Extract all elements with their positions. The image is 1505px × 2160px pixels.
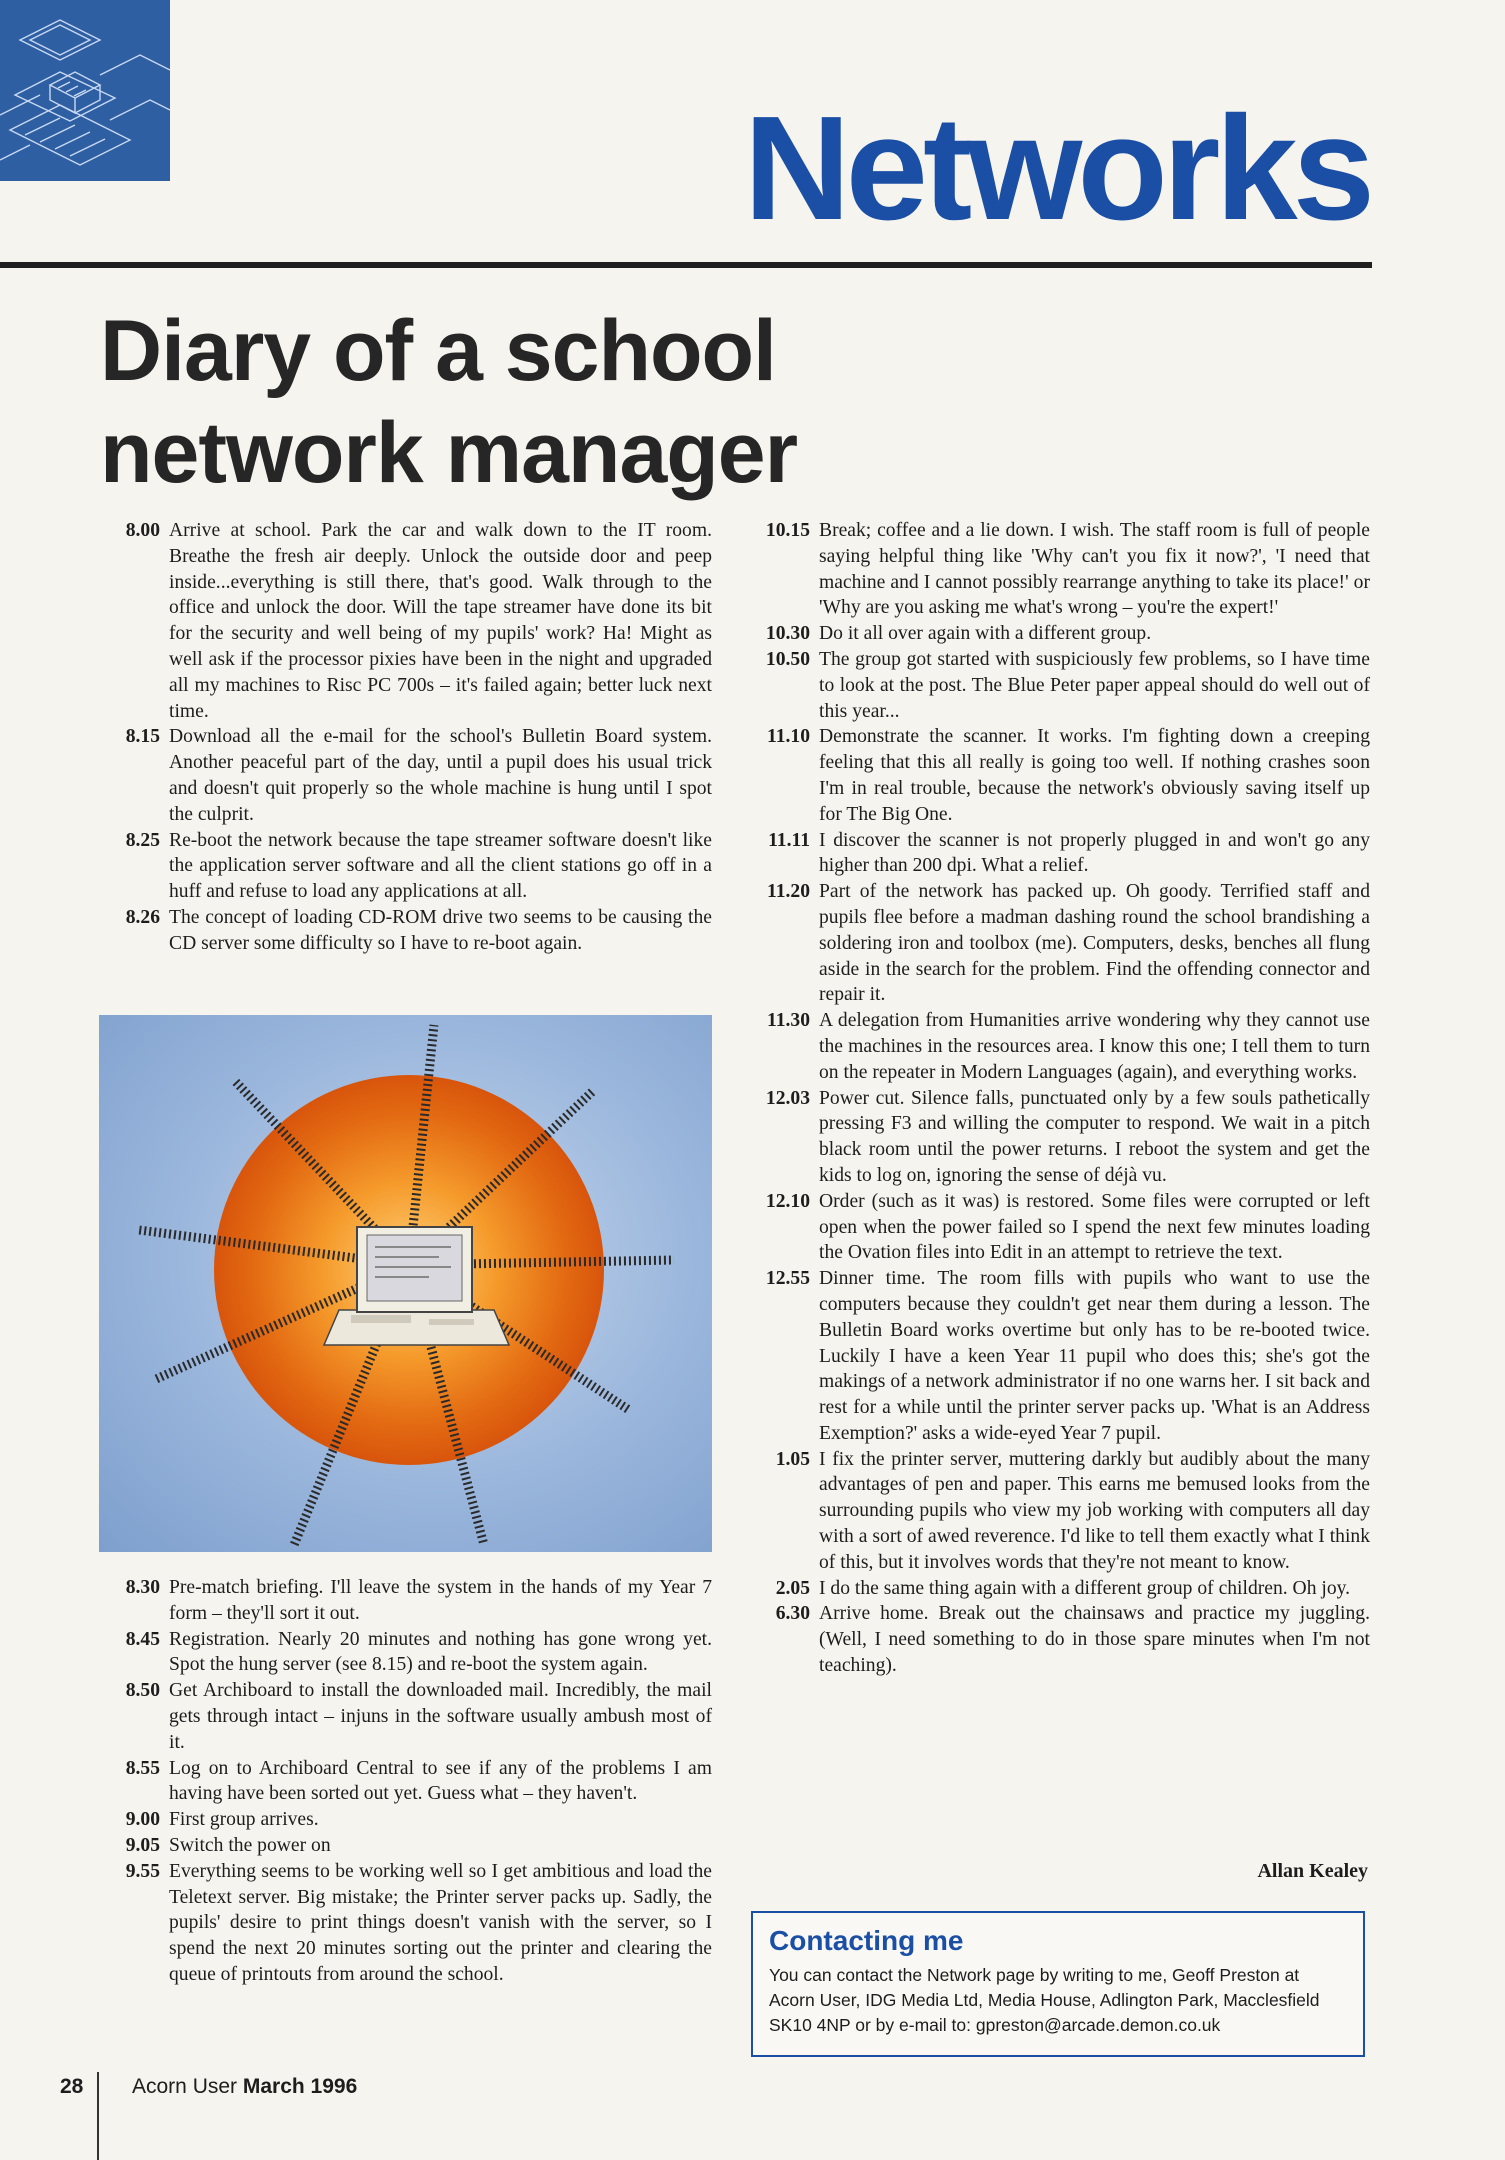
entry-text: Order (such as it was) is restored. Some files were corrupted or left open when the power failed so I spend the next few minutes loading the Ovation files into Edit in an attempt to retrieve the text. — [819, 1190, 1370, 1264]
contact-title: Contacting me — [769, 1925, 964, 1956]
entry-text: Arrive home. Break out the chainsaws and practice my juggling. (Well, I need something to do in those spare minutes when I'm not teaching). — [819, 1603, 1370, 1677]
article-headline — [100, 300, 797, 504]
diary-entry — [753, 647, 1370, 724]
entry-text: Break; coffee and a lie down. I wish. The staff room is full of people saying helpful thing like 'Why can't you fix it now?', 'I need that machine and I cannot possibly rearrange anything to take its place!' or 'Why are you asking me what's wrong – you're the expert!' — [819, 520, 1370, 619]
entry-time: 6.30 — [775, 1603, 810, 1625]
footer-divider — [97, 2072, 99, 2160]
entry-time: 2.05 — [775, 1577, 810, 1599]
title-rule — [0, 262, 1372, 268]
diary-entry — [753, 1576, 1370, 1602]
entry-time: 12.03 — [765, 1087, 810, 1109]
entry-text: The concept of loading CD-ROM drive two seems to be causing the CD server some difficulty so I have to re-boot again. — [169, 906, 712, 954]
entry-text: First group arrives. — [169, 1809, 319, 1831]
diary-entry — [753, 1189, 1370, 1266]
diary-entry — [108, 1859, 712, 1988]
diary-entry — [753, 1266, 1370, 1447]
contact-body: You can contact the Network page by writing to me, Geoff Preston at Acorn User, IDG Media Ltd, Media House, Adlington Park, Macclesfield SK10 4NP or by e-mail to: gpreston@arcade.demon.co.uk — [769, 1965, 1320, 2035]
entry-time: 11.11 — [768, 829, 810, 851]
entry-text: Registration. Nearly 20 minutes and nothing has gone wrong yet. Spot the hung server (see 8.15) and re-boot the system again. — [169, 1628, 712, 1676]
entry-time: 8.55 — [125, 1757, 160, 1779]
entry-text: Power cut. Silence falls, punctuated only by a few souls pathetically pressing F3 and willing the computer to respond. We wait in a pitch black room until the power returns. I reboot the system and get the kids to log on, ignoring the sense of déjà vu. — [819, 1087, 1370, 1186]
entry-text: Part of the network has packed up. Oh goody. Terrified staff and pupils flee before a madman dashing round the school brandishing a soldering iron and toolbox (me). Computers, desks, benches all flung aside in the search for the problem. Find the offending connector and repair it. — [819, 881, 1370, 1006]
diary-entry — [753, 621, 1370, 647]
diary-entry — [753, 879, 1370, 1008]
author-signoff: Allan Kealey — [1257, 1860, 1368, 1882]
diary-entry — [108, 1627, 712, 1679]
entry-text: Log on to Archiboard Central to see if any of the problems I am having have been sorted out yet. Guess what – they haven't. — [169, 1757, 712, 1805]
left-column-top — [108, 518, 712, 957]
entry-text: Download all the e-mail for the school's Bulletin Board system. Another peaceful part of the day, until a pupil does his usual trick and doesn't quit properly so the whole machine is hung until I spot the culprit. — [169, 726, 712, 825]
diary-entry — [753, 1601, 1370, 1678]
entry-time: 8.00 — [125, 520, 160, 541]
headline-line-1: Diary of a school — [100, 303, 776, 399]
entry-time: 8.50 — [125, 1680, 160, 1702]
entry-text: I do the same thing again with a different group of children. Oh joy. — [819, 1577, 1351, 1599]
entry-text: I discover the scanner is not properly plugged in and won't go any higher than 200 dpi. What a relief. — [819, 829, 1370, 877]
entry-text: Arrive at school. Park the car and walk down to the IT room. Breathe the fresh air deeply. Unlock the outside door and peep inside...everything is still there, that's good. Walk through to the office and unlock the door. Will the tape streamer have done its bit for the security and well being of my pupils' work? Ha! Might as well ask if the processor pixies have been in the night and upgraded all my machines to Risc PC 700s – it's failed again; better luck next time. — [169, 520, 712, 722]
entry-time: 10.30 — [765, 623, 810, 645]
diary-entry — [753, 828, 1370, 880]
magazine-name: Acorn User — [132, 2075, 238, 2098]
diary-entry — [108, 828, 712, 905]
entry-time: 11.10 — [766, 726, 810, 748]
page-footer — [60, 2075, 358, 2099]
entry-time: 9.55 — [125, 1860, 160, 1882]
diary-entry — [753, 1447, 1370, 1576]
issue-date: March 1996 — [242, 2075, 358, 2098]
entry-time: 8.15 — [125, 726, 160, 748]
entry-text: Demonstrate the scanner. It works. I'm fighting down a creeping feeling that this all really is going too well. If nothing crashes soon I'm in real trouble, because the network's obviously saving itself up for The Big One. — [819, 726, 1370, 825]
entry-text: Everything seems to be working well so I get ambitious and load the Teletext server. Big mistake; the Printer server packs up. Sadly, the pupils' desire to print things doesn't vanish with the server, so I spend the next 20 minutes sorting out the printer and clearing the queue of printouts from around the school. — [169, 1860, 712, 1985]
section-title: Networks — [743, 86, 1370, 251]
entry-time: 11.20 — [766, 881, 810, 903]
diary-entry — [108, 1678, 712, 1755]
entry-time: 11.30 — [766, 1010, 810, 1032]
diary-entry — [108, 1807, 712, 1833]
entry-time: 8.45 — [125, 1628, 160, 1650]
diary-entry — [108, 1756, 712, 1808]
headline-line-2: network manager — [100, 405, 798, 501]
entry-text: Dinner time. The room fills with pupils who want to use the computers because they couldn't get near them during a lesson. The Bulletin Board works overtime but only has to be re-booted twice. Luckily I have a keen Year 11 pupil who does this; she's got the makings of a network administrator if no one warns her. I sit back and rest for a while until the printer server packs up. 'What is an Address Exemption?' asks a wide-eyed Year 7 pupil. — [819, 1268, 1370, 1444]
contact-box — [751, 1911, 1365, 2057]
diary-entry — [753, 518, 1370, 621]
entry-text: Switch the power on — [169, 1834, 331, 1856]
diary-entry — [108, 518, 712, 724]
entry-time: 8.30 — [125, 1577, 160, 1598]
entry-time: 12.10 — [765, 1190, 810, 1212]
entry-time: 8.26 — [125, 906, 160, 928]
diary-entry — [108, 905, 712, 957]
diary-entry — [108, 724, 712, 827]
entry-text: Re-boot the network because the tape streamer software doesn't like the application server software and all the client stations go off in a huff and refuse to load any applications at all. — [169, 829, 712, 903]
diary-entry — [753, 724, 1370, 827]
entry-time: 1.05 — [775, 1448, 810, 1470]
entry-time: 12.55 — [765, 1268, 810, 1290]
entry-time: 10.15 — [765, 520, 810, 541]
left-column-bottom — [108, 1575, 712, 1988]
entry-time: 9.00 — [125, 1809, 160, 1831]
entry-text: Get Archiboard to install the downloaded mail. Incredibly, the mail gets through intact – injuns in the software usually ambush most of it. — [169, 1680, 712, 1753]
entry-text: Pre-match briefing. I'll leave the system in the hands of my Year 7 form – they'll sort it out. — [169, 1577, 712, 1624]
entry-text: Do it all over again with a different group. — [819, 623, 1152, 645]
entry-time: 10.50 — [765, 648, 810, 670]
right-column — [753, 518, 1370, 1679]
entry-time: 8.25 — [125, 829, 160, 851]
page-number: 28 — [60, 2075, 84, 2098]
diary-entry — [108, 1575, 712, 1627]
diary-entry — [753, 1086, 1370, 1189]
network-logo-icon — [0, 0, 170, 181]
entry-text: I fix the printer server, muttering darkly but audibly about the many advantages of pen and paper. This earns me bemused looks from the surrounding pupils who view my job working with computers all day with a sort of awed reverence. I'd like to tell them exactly what I think of this, but it involves words that they're not meant to know. — [819, 1448, 1370, 1573]
entry-text: A delegation from Humanities arrive wondering why they cannot use the machines in the resources area. I know this one; I tell them to turn on the repeater in Modern Languages (again), and everything works. — [819, 1010, 1370, 1083]
magazine-info — [132, 2075, 357, 2099]
computer-network-illustration — [99, 1015, 712, 1552]
entry-text: The group got started with suspiciously few problems, so I have time to look at the post. The Blue Peter paper appeal should do well out of this year... — [819, 648, 1370, 722]
diary-entry — [753, 1008, 1370, 1085]
diary-entry — [108, 1833, 712, 1859]
entry-time: 9.05 — [125, 1834, 160, 1856]
